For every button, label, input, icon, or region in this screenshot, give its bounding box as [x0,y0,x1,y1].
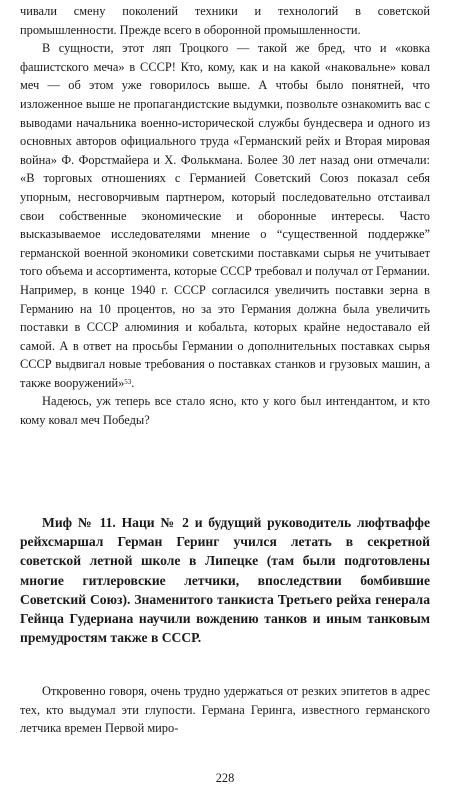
paragraph-continuation: чивали смену поколений техники и технологий в советской промышленности. Прежде всего в оборонной промышленности. [20,4,430,37]
paragraph-response: Откровенно говоря, очень трудно удержаться от резких эпитетов в адрес тех, кто выдумал эти глупости. Германа Геринга, известного германского летчика времен Первой миро- [20,684,430,736]
body-text-bottom [20,682,430,738]
myth-heading-block [20,513,430,647]
paragraph-quote-end: . [131,375,135,390]
footnote-marker: 53 [124,377,132,386]
paragraph-conclusion: Надеюсь, уж теперь все стало ясно, кто у кого был интендантом, и кто кому ковал меч Победы? [20,394,430,428]
paragraph-quote [20,39,430,392]
myth-statement: Миф № 11. Наци № 2 и будущий руководитель люфтваффе рейхсмаршал Герман Геринг учился летать в секретной советской летной школе в Липецке (там были подготовлены многие гитлеровские летчики, впоследствии бомбившие Советский Союз). Знаменитого танкиста Третьего рейха генерала Гейнца Гудериана научили вождению танков и иным танковым премудростям также в СССР. [20,515,430,646]
paragraph-quote-text: В сущности, этот ляп Троцкого — такой же бред, что и «ковка фашистского меча» в СССР! Кто, кому, как и на какой «наковальне» ковал меч — об этом уже говорилось выше. А чтобы было понятней, что изложенное выше не пропагандистские выдумки, позвольте ознакомить вас с выводами начальника военно-исторической службы бундесвера и одного из основных авторов официального труда «Германский рейх и Вторая мировая война» Ф. Форстмайера и Х. Фолькмана. Более 30 лет назад они отмечали: «В торговых отношениях с Германией Советский Союз показал себя упорным, несговорчивым партнером, который последовательно отстаивал свои собственные экономические и оборонные интересы. Часто высказываемое исследователями мнение о “существенной поддержке” германской военной экономики советскими поставками сырья не учитывает того объема и ассортимента, которые СССР требовал и получал от Германии. Например, в конце 1940 г. СССР согласился увеличить поставки зерна в Германию на 10 процентов, но за это Германия должна была увеличить поставки в СССР алюминия и кобальта, которых крайне недоставало ей самой. А в ответ на просьбы Германии о дополнительных поставках сырья СССР выдвигал новые требования о поставках станков и грузовых машин, а также вооружений» [20,41,430,390]
page-number: 228 [215,771,235,785]
body-text-top [20,2,430,430]
